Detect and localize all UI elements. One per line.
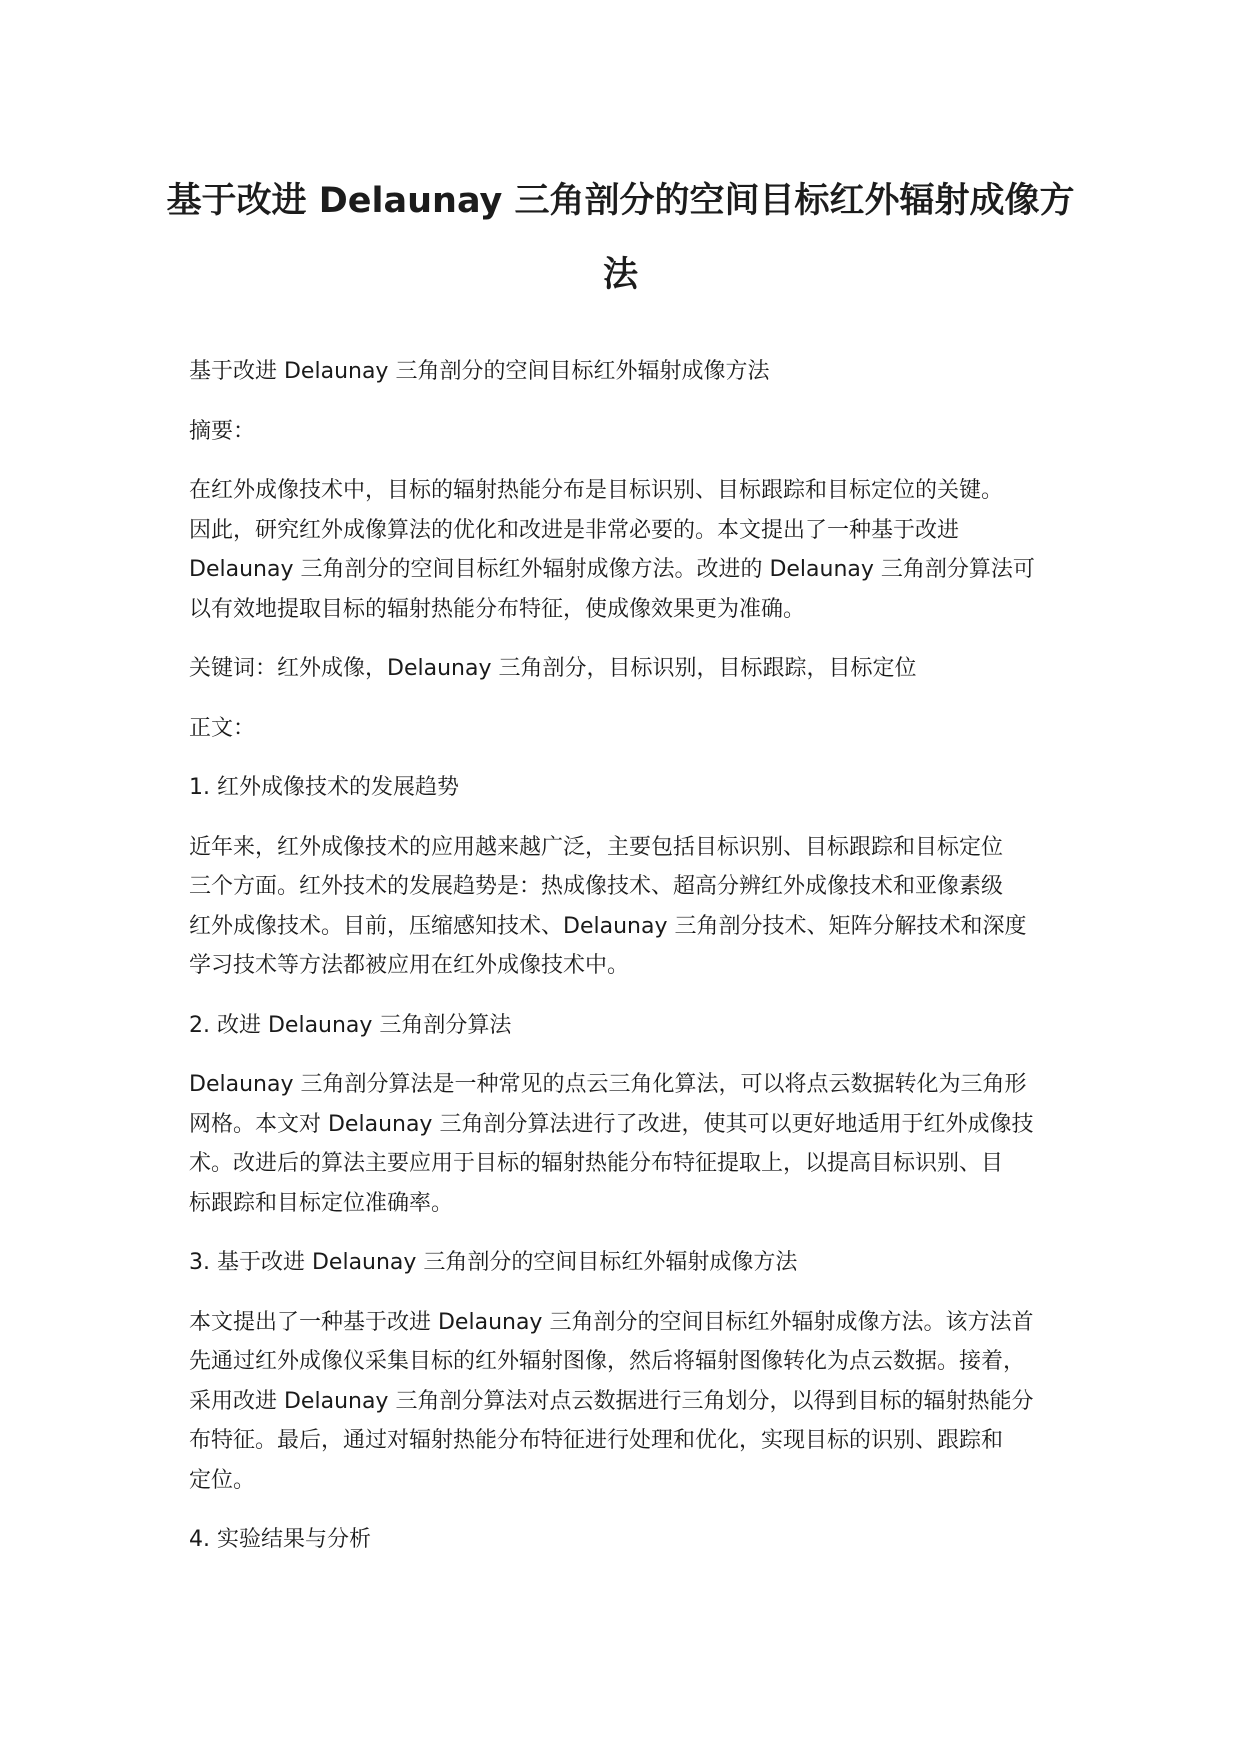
paragraph-line: 学习技术等方法都被应用在红外成像技术中。: [189, 953, 630, 978]
paragraph-line: 以有效地提取目标的辐射热能分布特征，使成像效果更为准确。: [189, 596, 806, 622]
paragraph-line: 在红外成像技术中，目标的辐射热能分布是目标识别、目标跟踪和目标定位的关键。: [189, 478, 1004, 503]
paragraph: [189, 1303, 1089, 1501]
paragraph-line: 正文：: [189, 715, 256, 741]
paragraph-line: 关键词：红外成像，Delaunay 三角剖分，目标识别，目标跟踪，目标定位: [189, 656, 917, 681]
paragraph-line: 采用改进 Delaunay 三角剖分算法对点云数据进行三角划分，以得到目标的辐射热能分: [189, 1388, 1034, 1414]
paragraph: [189, 1520, 1089, 1560]
paragraph-line: 4. 实验结果与分析: [189, 1527, 371, 1552]
paragraph-line: 摘要：: [189, 418, 256, 444]
paragraph: [189, 352, 1089, 392]
document-title-line-2: 法: [602, 255, 638, 295]
paragraph-line: 红外成像技术。目前，压缩感知技术、Delaunay 三角剖分技术、矩阵分解技术和深度: [189, 913, 1027, 939]
paragraph-line: 1. 红外成像技术的发展趋势: [189, 775, 459, 800]
paragraph-line: 标跟踪和目标定位准确率。: [189, 1190, 454, 1216]
paragraph: [189, 471, 1089, 629]
paragraph: [189, 649, 1089, 689]
document-body: [189, 352, 1089, 1580]
document-title-line-1: 基于改进 Delaunay 三角剖分的空间目标红外辐射成像方: [166, 181, 1075, 221]
paragraph-line: 三个方面。红外技术的发展趋势是：热成像技术、超高分辨红外成像技术和亚像素级: [189, 874, 1004, 899]
paragraph: [189, 1243, 1089, 1283]
paragraph-line: 近年来，红外成像技术的应用越来越广泛，主要包括目标识别、目标跟踪和目标定位: [189, 834, 1004, 860]
paragraph: [189, 768, 1089, 808]
paragraph-line: 3. 基于改进 Delaunay 三角剖分的空间目标红外辐射成像方法: [189, 1250, 798, 1275]
paragraph: [189, 709, 1089, 749]
paragraph: [189, 1065, 1089, 1223]
paragraph-line: 本文提出了一种基于改进 Delaunay 三角剖分的空间目标红外辐射成像方法。该方法首: [189, 1309, 1034, 1335]
paragraph-line: 布特征。最后，通过对辐射热能分布特征进行处理和优化，实现目标的识别、跟踪和: [189, 1428, 1004, 1453]
paragraph-line: 因此，研究红外成像算法的优化和改进是非常必要的。本文提出了一种基于改进: [189, 517, 960, 543]
paragraph-line: 2. 改进 Delaunay 三角剖分算法: [189, 1012, 512, 1038]
paragraph-line: 网格。本文对 Delaunay 三角剖分算法进行了改进，使其可以更好地适用于红外成像技: [189, 1111, 1034, 1137]
paragraph-line: 基于改进 Delaunay 三角剖分的空间目标红外辐射成像方法: [189, 359, 770, 384]
paragraph-line: 先通过红外成像仪采集目标的红外辐射图像，然后将辐射图像转化为点云数据。接着，: [189, 1349, 1026, 1374]
paragraph: [189, 412, 1089, 452]
paragraph: [189, 1006, 1089, 1046]
paragraph: [189, 828, 1089, 986]
paragraph-line: 术。改进后的算法主要应用于目标的辐射热能分布特征提取上，以提高目标识别、目: [189, 1151, 1004, 1176]
paragraph-line: Delaunay 三角剖分算法是一种常见的点云三角化算法，可以将点云数据转化为三角形: [189, 1072, 1027, 1097]
paragraph-line: Delaunay 三角剖分的空间目标红外辐射成像方法。改进的 Delaunay 三角剖分算法可: [189, 557, 1035, 582]
paragraph-line: 定位。: [189, 1467, 256, 1493]
